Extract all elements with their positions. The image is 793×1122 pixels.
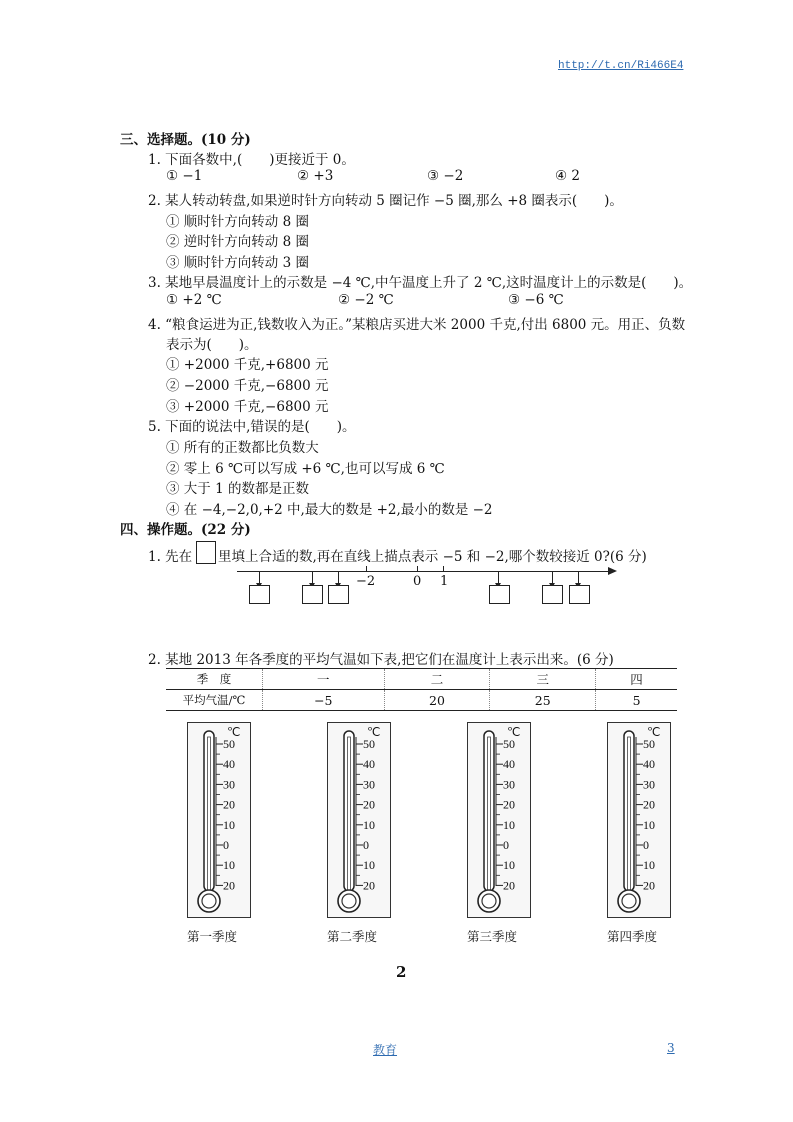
thermometer-graphic: [188, 723, 250, 917]
unit-label: ℃: [647, 725, 661, 739]
thermometer-caption-q4: 第四季度: [607, 929, 658, 944]
answer-box[interactable]: [569, 585, 590, 604]
scale-label: 30: [363, 777, 375, 792]
thermometer-q3[interactable]: [467, 722, 531, 918]
q1-option-3: ③ −2: [427, 168, 464, 184]
thermometer-graphic: [608, 723, 670, 917]
table-cell: 二: [384, 669, 490, 690]
op-q1-prefix: 1. 先在: [148, 549, 193, 565]
thermometer-caption-q1: 第一季度: [187, 929, 238, 944]
tick-0: [417, 566, 418, 572]
scale-label: 20: [503, 878, 515, 893]
scale-label: 20: [363, 878, 375, 893]
sheet-number-link[interactable]: 3: [667, 1041, 675, 1055]
q5-stem: 5. 下面的说法中,错误的是( )。: [148, 419, 356, 435]
table-cell: 四: [596, 669, 677, 690]
scale-label: 40: [643, 757, 655, 772]
table-cell: 一: [263, 669, 385, 690]
q4-stem-line1: 4. “粮食运进为正,钱数收入为正。”某粮店买进大米 2000 千克,付出 6800 元。用正、负数: [148, 317, 686, 333]
thermometer-q4[interactable]: [607, 722, 671, 918]
thermometer-graphic: [468, 723, 530, 917]
thermometer-q1[interactable]: [187, 722, 251, 918]
table-cell: 25: [490, 690, 596, 711]
scale-label: 20: [363, 797, 375, 812]
scale-label: 20: [643, 797, 655, 812]
thermometer-caption-q3: 第三季度: [467, 929, 518, 944]
q5-option-2: ② 零上 6 ℃可以写成 +6 ℃,也可以写成 6 ℃: [166, 461, 445, 477]
scale-label: 0: [503, 838, 509, 852]
table-cell: 20: [384, 690, 490, 711]
op-q2-stem: 2. 某地 2013 年各季度的平均气温如下表,把它们在温度计上表示出来。(6 分): [148, 652, 614, 668]
answer-box[interactable]: [302, 585, 323, 604]
scale-label: 30: [223, 777, 235, 792]
q1-stem: 1. 下面各数中,( )更接近于 0。: [148, 152, 355, 168]
q2-stem: 2. 某人转动转盘,如果逆时针方向转动 5 圈记作 −5 圈,那么 +8 圈表示( )。: [148, 193, 623, 209]
scale-label: 10: [643, 817, 655, 832]
table-cell: 平均气温/℃: [166, 690, 263, 711]
unit-label: ℃: [367, 725, 381, 739]
section3-title: 三、选择题。(10 分): [120, 132, 251, 148]
answer-box[interactable]: [328, 585, 349, 604]
unit-label: ℃: [507, 725, 521, 739]
scale-label: 50: [363, 737, 375, 751]
q2-option-3: ③ 顺时针方向转动 3 圈: [166, 255, 309, 271]
tick-minus2: [366, 566, 367, 572]
q3-option-3: ③ −6 ℃: [508, 292, 564, 308]
q3-option-2: ② −2 ℃: [338, 292, 394, 308]
q1-option-2: ② +3: [297, 168, 334, 184]
thermometer-caption-q2: 第二季度: [327, 929, 378, 944]
tick-label-1: 1: [440, 574, 449, 589]
scale-label: 50: [503, 737, 515, 751]
thermometer-q2[interactable]: [327, 722, 391, 918]
scale-label: 40: [363, 757, 375, 772]
table-header-row: [166, 669, 677, 690]
scale-label: 40: [223, 757, 235, 772]
number-line: [237, 571, 609, 572]
pointer-arrow-icon: [312, 572, 313, 586]
scale-label: 10: [223, 858, 235, 873]
season-temperature-table: [166, 668, 677, 711]
q4-option-1: ① +2000 千克,+6800 元: [166, 357, 329, 373]
q2-option-2: ② 逆时针方向转动 8 圈: [166, 234, 309, 250]
pointer-arrow-icon: [578, 572, 579, 586]
scale-label: 10: [503, 817, 515, 832]
q5-option-3: ③ 大于 1 的数都是正数: [166, 481, 309, 497]
pointer-arrow-icon: [552, 572, 553, 586]
answer-box[interactable]: [542, 585, 563, 604]
scale-label: 10: [223, 817, 235, 832]
tick-label-minus2: −2: [356, 574, 376, 589]
unit-label: ℃: [227, 725, 241, 739]
table-cell: 季 度: [166, 669, 263, 690]
number-line-arrow-icon: [608, 567, 617, 575]
scale-label: 30: [643, 777, 655, 792]
scale-label: 0: [223, 838, 229, 852]
scale-label: 10: [363, 858, 375, 873]
scale-label: 0: [643, 838, 649, 852]
section4-title: 四、操作题。(22 分): [120, 522, 251, 538]
scale-label: 20: [503, 797, 515, 812]
pointer-arrow-icon: [259, 572, 260, 586]
answer-box[interactable]: [249, 585, 270, 604]
scale-label: 10: [363, 817, 375, 832]
scale-label: 50: [223, 737, 235, 751]
q3-option-1: ① +2 ℃: [166, 292, 222, 308]
page-number: 2: [396, 963, 407, 981]
answer-box-inline: [196, 541, 216, 564]
scale-label: 20: [223, 797, 235, 812]
footer-link[interactable]: 教育: [373, 1043, 398, 1057]
scale-label: 10: [503, 858, 515, 873]
scale-label: 0: [363, 838, 369, 852]
scale-label: 50: [643, 737, 655, 751]
q5-option-4: ④ 在 −4,−2,0,+2 中,最大的数是 +2,最小的数是 −2: [166, 502, 493, 518]
pointer-arrow-icon: [498, 572, 499, 586]
tick-1: [443, 566, 444, 572]
q3-stem: 3. 某地早晨温度计上的示数是 −4 ℃,中午温度上升了 2 ℃,这时温度计上的示数是( )。: [148, 275, 693, 291]
op-q1-suffix: 里填上合适的数,再在直线上描点表示 −5 和 −2,哪个数较接近 0?(6 分): [218, 549, 647, 565]
thermometer-graphic: [328, 723, 390, 917]
scale-label: 20: [643, 878, 655, 893]
source-url-link[interactable]: http://t.cn/Ri466E4: [558, 60, 684, 72]
q4-stem-line2: 表示为( )。: [166, 337, 258, 353]
scale-label: 10: [643, 858, 655, 873]
table-cell: −5: [263, 690, 385, 711]
q1-option-4: ④ 2: [555, 168, 580, 184]
q4-option-3: ③ +2000 千克,−6800 元: [166, 399, 329, 415]
tick-label-0: 0: [413, 574, 422, 589]
table-cell: 三: [490, 669, 596, 690]
scale-label: 20: [223, 878, 235, 893]
table-row: [166, 690, 677, 711]
scale-label: 40: [503, 757, 515, 772]
q1-option-1: ① −1: [166, 168, 203, 184]
pointer-arrow-icon: [338, 572, 339, 586]
answer-box[interactable]: [489, 585, 510, 604]
q5-option-1: ① 所有的正数都比负数大: [166, 440, 319, 456]
scale-label: 30: [503, 777, 515, 792]
q2-option-1: ① 顺时针方向转动 8 圈: [166, 214, 309, 230]
q4-option-2: ② −2000 千克,−6800 元: [166, 378, 329, 394]
table-cell: 5: [596, 690, 677, 711]
